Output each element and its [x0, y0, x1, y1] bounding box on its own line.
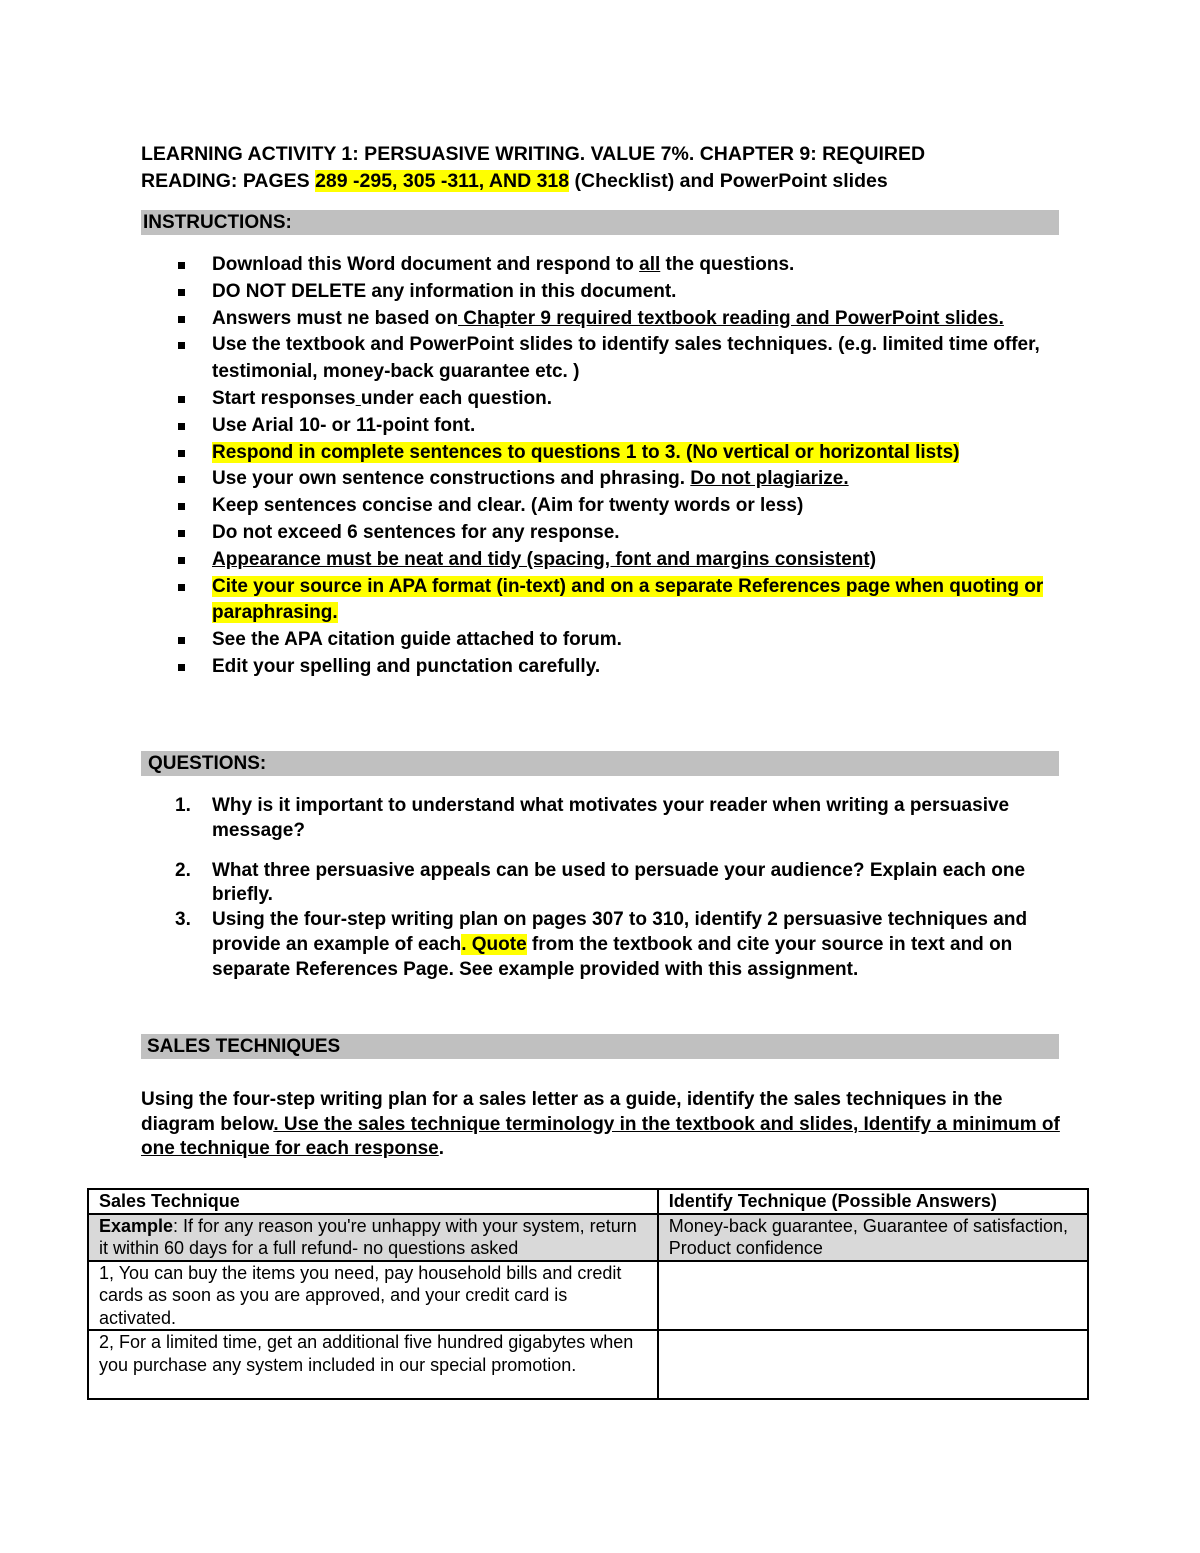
sales-intro [141, 1088, 1066, 1162]
table-header-row [88, 1189, 1088, 1214]
list-item [141, 413, 1061, 440]
instruction-text: Edit your spelling and punctation carefully. [212, 655, 601, 677]
instruction-text: Do not exceed 6 sentences for any response. [212, 521, 620, 543]
table-row [88, 1261, 1088, 1331]
instruction-underline: all [639, 254, 661, 275]
instruction-text: See the APA citation guide attached to forum. [212, 629, 622, 651]
list-item [141, 547, 1061, 574]
list-item [141, 654, 1061, 681]
question-highlight: . Quote [461, 933, 527, 955]
instruction-underline: Appearance must be neat and tidy (spacing, font and margins consistent) [212, 548, 877, 570]
list-item [141, 332, 1061, 386]
instruction-text: Download this Word document and respond to [212, 254, 640, 275]
bullet-square-icon [178, 584, 185, 591]
bullet-square-icon [178, 262, 185, 269]
list-item [141, 440, 1061, 467]
title-reading-label: READING: PAGES [141, 170, 316, 192]
bullet-square-icon [178, 503, 185, 510]
title-line-2 [141, 168, 1061, 195]
instruction-text: Use the textbook and PowerPoint slides to identify sales techniques. (e.g. limited time offer, testimonial, money-back guarantee etc. ) [212, 334, 1040, 383]
title-line-1: LEARNING ACTIVITY 1: PERSUASIVE WRITING. VALUE 7%. CHAPTER 9: REQUIRED [141, 143, 926, 165]
page-title [141, 141, 1061, 195]
list-item [141, 279, 1061, 306]
question-text: Using the four-step writing plan on pages 307 to 310, identify 2 persuasive techniques and provide an example of each [212, 909, 1028, 955]
example-cell [88, 1214, 658, 1261]
bullet-square-icon [178, 557, 185, 564]
list-item [141, 520, 1061, 547]
bullet-square-icon [178, 396, 185, 403]
instruction-underline: Chapter 9 required textbook reading and PowerPoint slides. [458, 307, 1004, 329]
question-text: Why is it important to understand what motivates your reader when writing a persuasive message? [212, 795, 1010, 841]
questions-heading: QUESTIONS: [141, 751, 1059, 776]
sales-techniques-heading: SALES TECHNIQUES [141, 1034, 1059, 1059]
list-item [141, 252, 1061, 279]
table-row-example [88, 1214, 1088, 1261]
answer-cell[interactable] [658, 1330, 1088, 1399]
intro-underline: . Use the sales technique terminology in the textbook and slides, Identify a minimum of one technique for each response [141, 1113, 1060, 1160]
list-item [141, 493, 1061, 520]
list-item [141, 466, 1061, 493]
bullet-square-icon [178, 423, 185, 430]
bullet-square-icon [178, 664, 185, 671]
list-item [141, 386, 1061, 413]
bullet-square-icon [178, 450, 185, 457]
question-number: 1. [175, 795, 191, 816]
instructions-heading: INSTRUCTIONS: [141, 210, 1059, 235]
intro-text: . [438, 1138, 445, 1160]
instruction-text: Start responses [212, 387, 356, 409]
title-pages-highlight: 289 -295, 305 -311, AND 318 [315, 170, 570, 192]
question-text: from the textbook and cite your source in text and on separate References Page. See example provided with this assignment. [212, 933, 1013, 980]
instruction-text: Use Arial 10- or 11-point font. [212, 414, 476, 436]
instruction-text: Keep sentences concise and clear. (Aim for twenty words or less) [212, 495, 804, 517]
bullet-square-icon [178, 530, 185, 537]
column-header-sales-technique: Sales Technique [88, 1189, 658, 1214]
list-item [141, 794, 1061, 844]
example-answer-cell: Money-back guarantee, Guarantee of satisfaction, Product confidence [658, 1214, 1088, 1261]
instruction-highlight: Cite your source in APA format (in-text) and on a separate References page when quoting or paraphrasing. [212, 575, 1044, 624]
list-item [141, 627, 1061, 654]
answer-cell[interactable] [658, 1261, 1088, 1331]
list-item [141, 859, 1061, 909]
instructions-list [141, 252, 1061, 681]
questions-list [141, 794, 1061, 983]
question-number: 2. [175, 859, 191, 881]
instruction-text: Answers must ne based on [212, 307, 459, 329]
question-text: What three persuasive appeals can be used to persuade your audience? Explain each one briefly. [212, 859, 1026, 906]
list-item [141, 574, 1061, 628]
title-reading-suffix: (Checklist) and PowerPoint slides [569, 170, 888, 192]
sales-technique-table [87, 1188, 1089, 1400]
example-label: Example [99, 1215, 174, 1236]
bullet-square-icon [178, 342, 185, 349]
instruction-text: Use your own sentence constructions and phrasing. [212, 468, 691, 490]
bullet-square-icon [178, 316, 185, 323]
bullet-square-icon [178, 637, 185, 644]
technique-cell: 1, You can buy the items you need, pay household bills and credit cards as soon as you are approved, and your credit card is activated. [88, 1261, 658, 1331]
column-header-identify-technique: Identify Technique (Possible Answers) [658, 1189, 1088, 1214]
list-item [141, 306, 1061, 333]
instruction-underline: Do not plagiarize. [690, 468, 849, 490]
bullet-square-icon [178, 289, 185, 296]
technique-cell: 2, For a limited time, get an additional five hundred gigabytes when you purchase any system included in our special promotion. [88, 1330, 658, 1399]
intro-text: Using the four-step writing plan for a sales letter as a guide, identify the sales techniques in the diagram below [141, 1089, 1003, 1135]
list-item [141, 908, 1061, 982]
table-row [88, 1330, 1088, 1399]
bullet-square-icon [178, 476, 185, 483]
instruction-text: under each question. [360, 387, 552, 409]
instruction-text: the questions. [660, 254, 795, 275]
example-text: : If for any reason you're unhappy with your system, return it within 60 days for a full refund- no questions asked [99, 1215, 637, 1258]
question-number: 3. [175, 909, 191, 931]
instruction-highlight: Respond in complete sentences to questions 1 to 3. (No vertical or horizontal lists) [212, 441, 960, 463]
instruction-text: DO NOT DELETE any information in this document. [212, 280, 677, 302]
